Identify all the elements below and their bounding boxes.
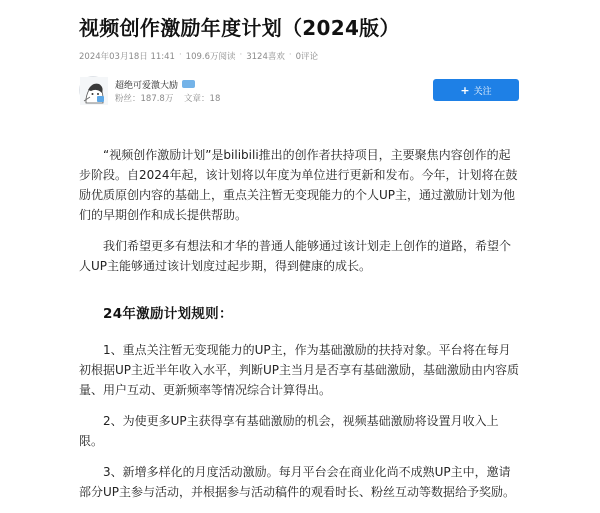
article-body [79, 145, 521, 513]
follow-button[interactable] [433, 79, 519, 101]
fan-count: 粉丝：187.8万 [115, 94, 174, 104]
article-meta [79, 50, 318, 62]
follow-label: 关注 [473, 86, 492, 97]
comment-count[interactable]: 0评论 [295, 52, 318, 62]
author-name-text[interactable]: 超绝可爱激大励 [115, 81, 179, 91]
level-badge-icon [182, 80, 195, 88]
intro-paragraph: “视频创作激励计划”是bilibili推出的创作者扶持项目，主要聚焦内容创作的起步阶段。自2024年起，该计划将以年度为单位进行更新和发布。今年，计划将在鼓励优质原创内容的基础上，重点关注暂无变现能力的个人UP主，通过激励计划为他们的早期创作和成长提供帮助。 [79, 148, 518, 222]
article-count: 文章：18 [184, 94, 221, 104]
plus-icon: + [460, 83, 470, 97]
author-name[interactable] [115, 78, 195, 91]
rule-2: 2、为使更多UP主获得享有基础激励的机会，视频基础激励将设置月收入上限。 [79, 414, 499, 448]
author-stats [115, 92, 220, 104]
meta-separator: · [178, 50, 182, 60]
like-count: 3124喜欢 [246, 52, 285, 62]
rule-3: 3、新增多样化的月度活动激励。每月平台会在商业化尚不成熟UP主中，邀请部分UP主参与活动，并根据参与活动稿件的观看时长、粉丝互动等数据给予奖励。 [79, 465, 516, 499]
meta-separator: · [288, 50, 292, 60]
hope-paragraph: 我们希望更多有想法和才华的普通人能够通过该计划走上创作的道路，希望个人UP主能够通过该计划度过起步期，得到健康的成长。 [79, 239, 512, 273]
view-count: 109.6万阅读 [185, 52, 236, 62]
avatar[interactable] [79, 76, 107, 104]
rules-heading: 24年激励计划规则： [103, 306, 233, 322]
article-title: 视频创作激励年度计划（2024版） [79, 16, 400, 40]
publish-date: 2024年03月18日 11:41 [79, 52, 175, 62]
meta-separator: · [239, 50, 243, 60]
avatar-cartoon-icon [80, 77, 108, 105]
rule-1: 1、重点关注暂无变现能力的UP主，作为基础激励的扶持对象。平台将在每月初根据UP主近半年收入水平，判断UP主当月是否享有基础激励，基础激励由内容质量、用户互动、更新频率等情况综合计算得出。 [79, 343, 520, 397]
